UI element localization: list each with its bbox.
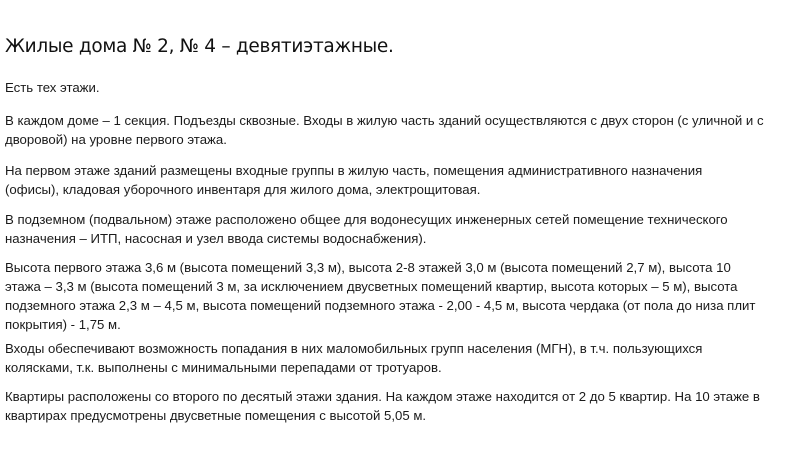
paragraph-line: подземного этажа 2,3 м – 4,5 м, высота помещений подземного этажа - 2,00 - 4,5 м, высота чердака (от пола до низа плит	[5, 298, 756, 313]
paragraph-line: Высота первого этажа 3,6 м (высота помещений 3,3 м), высота 2-8 этажей 3,0 м (высота помещений 2,7 м), высота 10	[5, 260, 731, 275]
paragraph-line: В каждом доме – 1 секция. Подъезды сквозные. Входы в жилую часть зданий осуществляются с двух сторон (с уличной и с	[5, 113, 764, 128]
paragraph-line: Входы обеспечивают возможность попадания в них маломобильных групп населения (МГН), в т.ч. пользующихся	[5, 341, 703, 356]
paragraph-line: На первом этаже зданий размещены входные группы в жилую часть, помещения административного назначения	[5, 163, 703, 178]
paragraph-line: назначения – ИТП, насосная и узел ввода системы водоснабжения).	[5, 231, 427, 246]
paragraph-line: Квартиры расположены со второго по десятый этажи здания. На каждом этаже находится от 2 до 5 квартир. На 10 этаже в	[5, 389, 760, 404]
paragraph-basement	[5, 210, 728, 248]
paragraph-line: дворовой) на уровне первого этажа.	[5, 132, 227, 147]
paragraph-line: колясками, т.к. выполнены с минимальными перепадами от тротуаров.	[5, 360, 442, 375]
paragraph-line: этажа – 3,3 м (высота помещений 3 м, за исключением двусветных помещений квартир, высота которых – 5 м), высота	[5, 279, 738, 294]
paragraph-line: (офисы), кладовая уборочного инвентаря для жилого дома, электрощитовая.	[5, 182, 481, 197]
paragraph-apartments	[5, 387, 760, 425]
paragraph-line: Есть тех этажи.	[5, 80, 100, 95]
paragraph-line: покрытия) - 1,75 м.	[5, 317, 121, 332]
paragraph-sections-entrances	[5, 111, 764, 149]
paragraph-tech-floors	[5, 78, 100, 97]
document-title: Жилые дома № 2, № 4 – девятиэтажные.	[5, 36, 394, 57]
paragraph-line: квартирах предусмотрены двусветные помещения с высотой 5,05 м.	[5, 408, 427, 423]
paragraph-floor-heights	[5, 258, 755, 334]
paragraph-first-floor	[5, 161, 702, 199]
paragraph-accessibility	[5, 339, 702, 377]
paragraph-line: В подземном (подвальном) этаже расположено общее для водонесущих инженерных сетей помещение технического	[5, 212, 728, 227]
